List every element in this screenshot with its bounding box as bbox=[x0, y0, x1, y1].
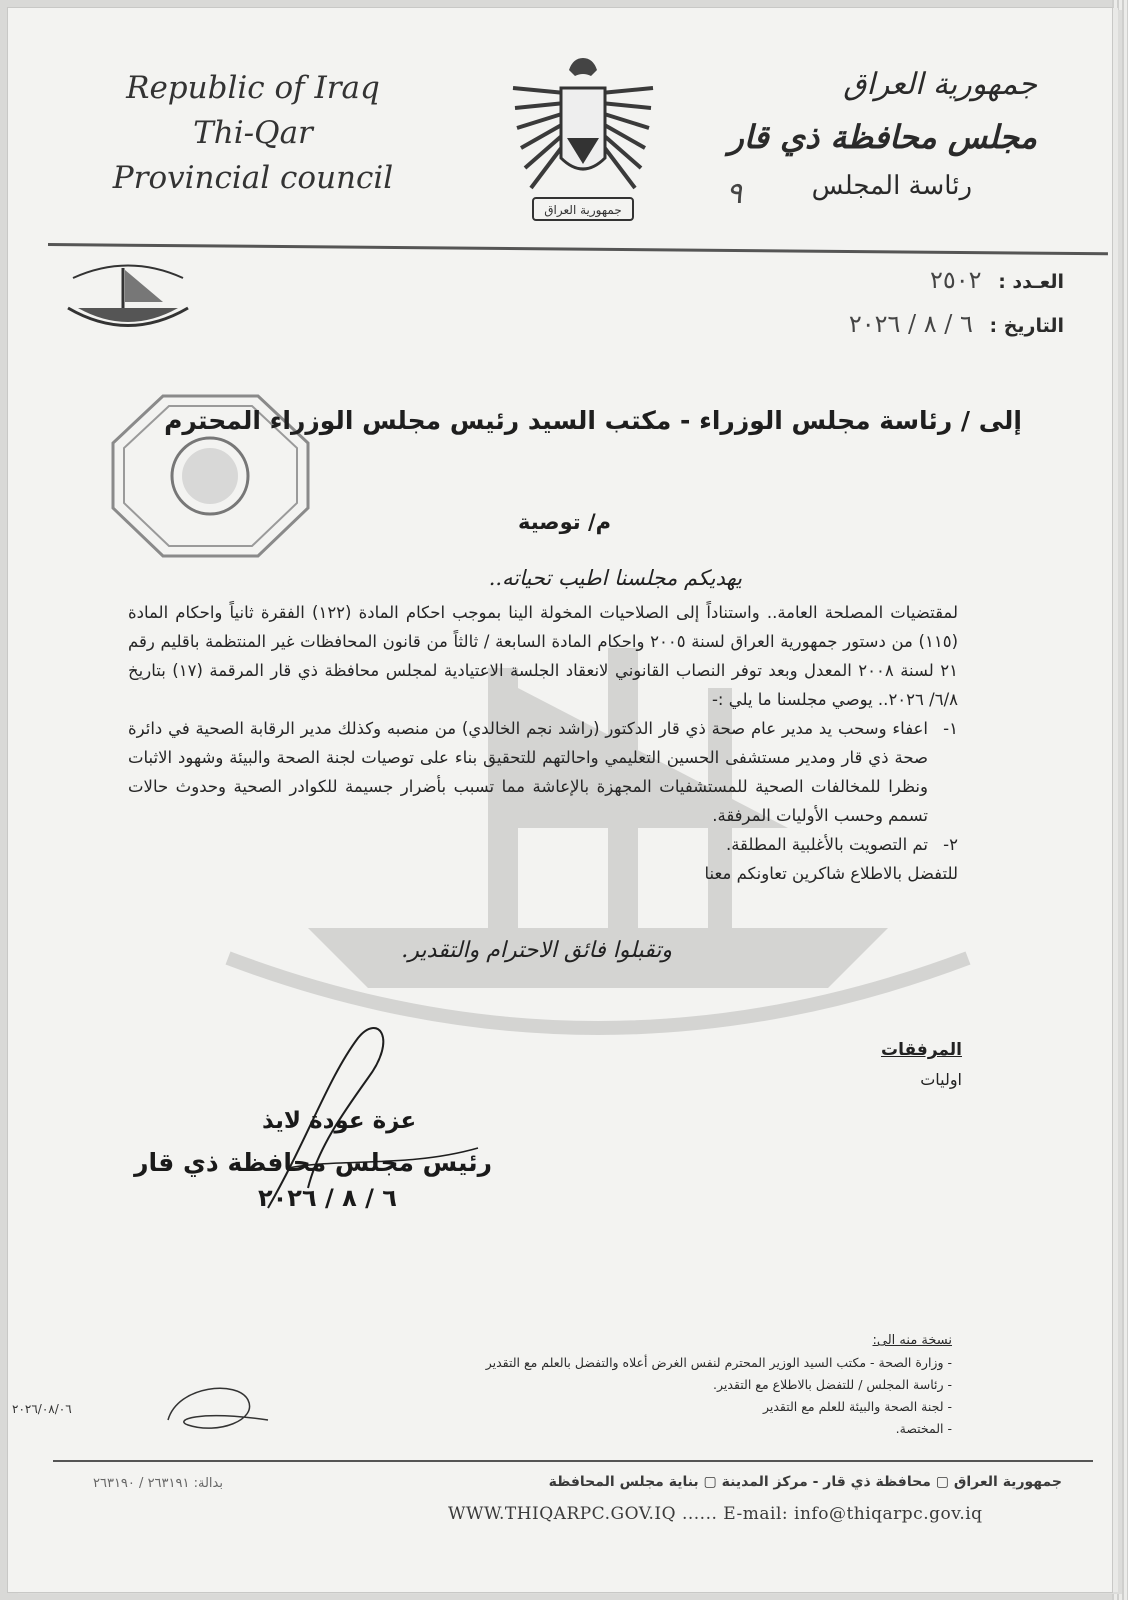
greeting: يهديكم مجلسنا اطيب تحياته.. bbox=[488, 566, 742, 590]
addressee: إلى / رئاسة مجلس الوزراء - مكتب السيد رئيس مجلس الوزراء المحترم bbox=[164, 406, 1022, 435]
date-label: التاريخ : bbox=[989, 315, 1064, 337]
list-item-text: اعفاء وسحب يد مدير عام صحة ذي قار الدكتور (راشد نجم الخالدي) من منصبه وكذلك مدير الرقابة الصحية في دائرة صحة ذي قار ومدير مستشفى الحسين التعليمي واحالتهم للتحقيق بناء على توصيات لجنة الصحة والبيئة وشهود الاثبات ونظرا للمخالفات الصحية للمستشفيات المجهزة بالإعاشة مما تسبب بأضرار جسيمة للكوادر الصحية وحدوث حالات تسمم وحسب الأوليات المرفقة. bbox=[128, 719, 928, 825]
closing-salutation: وتقبلوا فائق الاحترام والتقدير. bbox=[401, 938, 672, 963]
header-country-ar: جمهورية العراق bbox=[843, 67, 1037, 102]
paper-stack-edge bbox=[1112, 0, 1128, 1600]
reference-number bbox=[930, 266, 1064, 294]
english-header bbox=[103, 66, 403, 201]
body-paragraph: لمقتضيات المصلحة العامة.. واستناداً إلى الصلاحيات المخولة الينا بموجب احكام المادة (١٢٢) الفقرة ثانياً واحكام المادة (١١٥) من دستور جمهورية العراق لسنة ٢٠٠٥ واحكام المادة السابعة / ثالثاً من قانون المحافظات غير المنتظمة باقليم رقم ٢١ لسنة ٢٠٠٨ المعدل وبعد توفر النصاب القانوني لانعقاد الجلسة الاعتيادية لمجلس محافظة ذي قار المرقمة (١٧) بتاريخ ٦/٨/ ٢٠٢٦.. يوصي مجلسنا ما يلي :- bbox=[128, 603, 959, 709]
courtesy-line: للتفضل بالاطلاع شاكرين تعاونكم معنا bbox=[704, 864, 958, 883]
emblem-label: جمهورية العراق bbox=[544, 203, 622, 217]
header-council-ar: مجلس محافظة ذي قار bbox=[728, 118, 1037, 156]
header-country: Republic of Iraq bbox=[126, 70, 380, 106]
pen-loop-mark bbox=[158, 1380, 278, 1440]
header-council: Provincial council bbox=[112, 160, 394, 196]
subject: م/ توصية bbox=[518, 510, 612, 534]
footer-rule bbox=[53, 1460, 1093, 1462]
recommendation-list bbox=[128, 714, 958, 859]
iraq-eagle-emblem bbox=[503, 48, 663, 233]
header-presidency-ar: رئاسة المجلس bbox=[811, 171, 972, 201]
list-item-number: ١- bbox=[943, 719, 958, 738]
footer-phone: بدالة: ٢٦٣١٩١ / ٢٦٣١٩٠ bbox=[93, 1476, 223, 1491]
footer-web-email: WWW.THIQARPC.GOV.IQ ...... E-mail: info@thiqarpc.gov.iq bbox=[448, 1504, 983, 1524]
copies-item: - رئاسة المجلس / للتفضل بالاطلاع مع التقدير. bbox=[132, 1374, 952, 1396]
document-date bbox=[849, 310, 1064, 338]
copies-item: - لجنة الصحة والبيئة للعلم مع التقدير bbox=[132, 1396, 952, 1418]
header-rule bbox=[48, 243, 1108, 255]
number-value: ٢٥٠٢ bbox=[930, 266, 982, 294]
letter-body bbox=[128, 598, 958, 888]
copies-item: - وزارة الصحة - مكتب السيد الوزير المحترم لنفس الغرض أعلاه والتفضل بالعلم مع التقدير bbox=[132, 1352, 952, 1374]
attachments-item: اوليات bbox=[920, 1070, 962, 1089]
list-item-number: ٢- bbox=[943, 835, 958, 854]
signature-date: ٦ / ٨ / ٢٠٢٦ bbox=[258, 1184, 397, 1212]
date-value: ٦ / ٨ / ٢٠٢٦ bbox=[848, 310, 973, 338]
letter-sheet bbox=[8, 8, 1112, 1592]
handwritten-mark: ٩ bbox=[726, 176, 743, 211]
side-date: ٢٠٢٦/٠٨/٠٦ bbox=[12, 1402, 72, 1416]
attachments-title: المرفقات bbox=[880, 1040, 962, 1060]
footer-address: جمهورية العراق ▢ محافظة ذي قار - مركز المدينة ▢ بناية مجلس المحافظة bbox=[548, 1474, 1062, 1490]
copies-title: نسخة منه الى: bbox=[872, 1333, 952, 1348]
number-label: العـدد : bbox=[998, 271, 1064, 293]
arabic-header bbox=[707, 60, 1037, 208]
list-item bbox=[128, 830, 958, 859]
list-item bbox=[128, 714, 958, 830]
boat-logo bbox=[63, 258, 193, 338]
header-province: Thi-Qar bbox=[193, 115, 313, 151]
signatory-title: رئيس مجلس محافظة ذي قار bbox=[134, 1148, 492, 1177]
signatory-name: عزة عودة لايذ bbox=[262, 1108, 417, 1134]
copies-item: - المختصة. bbox=[132, 1418, 952, 1440]
list-item-text: تم التصويت بالأغلبية المطلقة. bbox=[725, 835, 928, 854]
